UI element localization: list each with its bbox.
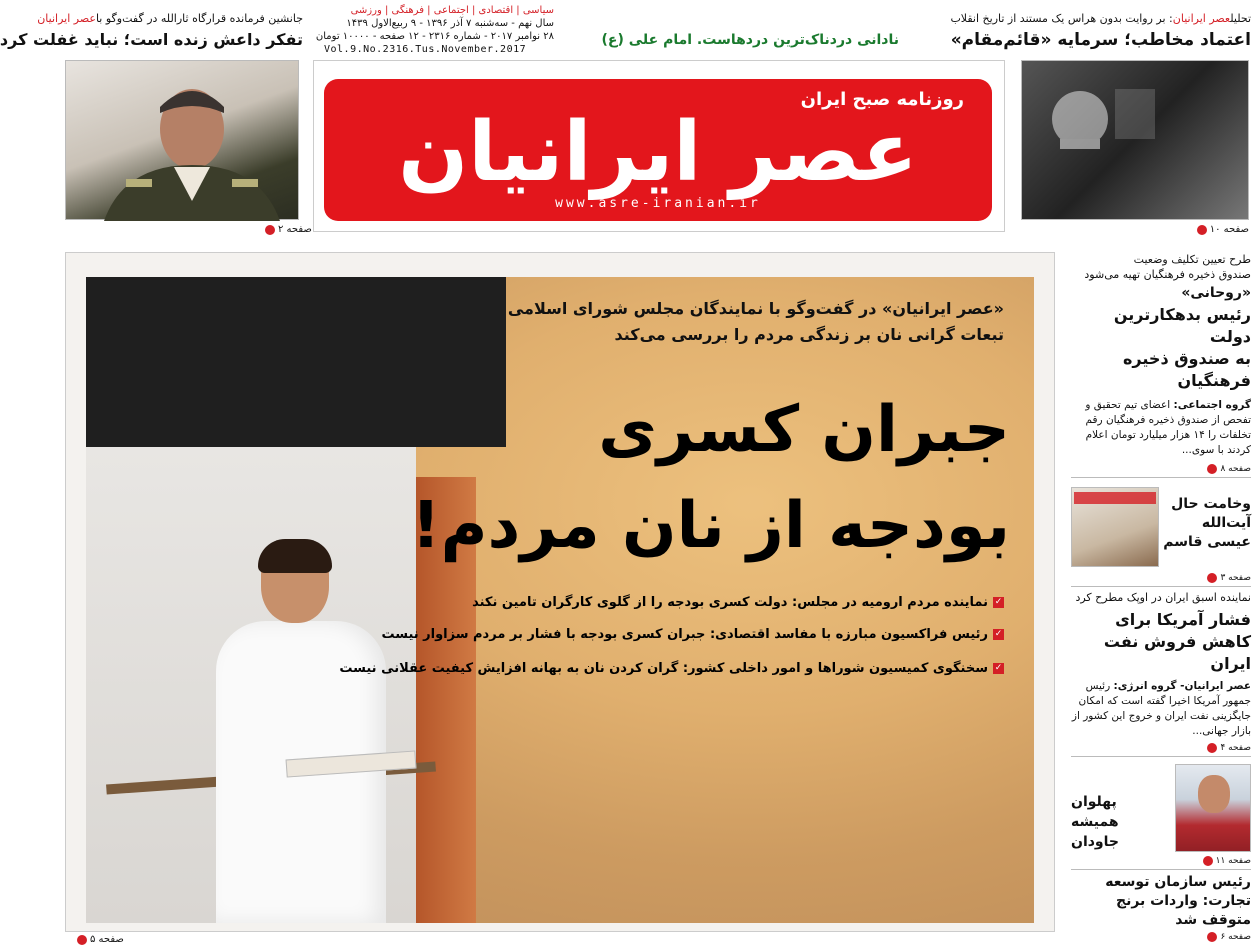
oven-hood	[86, 277, 506, 447]
photo-overlay-decoration	[1040, 79, 1160, 155]
story1-body-lead: گروه اجتماعی:	[1173, 399, 1251, 411]
story5-head1: رئیس سازمان توسعه	[1105, 874, 1251, 890]
top-right-kicker-prefix: تحلیل	[1230, 12, 1251, 25]
story2-head1: وخامت حال	[1171, 496, 1251, 512]
story1-body	[1071, 398, 1251, 458]
issue-date-gregorian: ۲۸ نوامبر ۲۰۱۷ - شماره ۲۳۱۶ - ۱۲ صفحه - ۱۰۰۰۰ تومان	[315, 31, 554, 42]
feature-bullet	[339, 661, 1004, 676]
feature-kicker-2: تبعات گرانی نان بر زندگی مردم را بررسی می‌کند	[614, 325, 1004, 344]
story2-page-tag[interactable]	[1071, 573, 1251, 583]
feature-kicker-1: «عصر ایرانیان» در گفت‌وگو با نمایندگان مجلس شورای اسلامی	[507, 299, 1004, 318]
story1-sub1: طرح تعیین تکلیف وضعیت	[1133, 253, 1251, 266]
story5-head3: متوقف شد	[1175, 912, 1251, 928]
top-right-headline[interactable]: اعتماد مخاطب؛ سرمایه «قائم‌مقام»	[950, 30, 1251, 50]
feature-bullet-text: نماینده مردم ارومیه در مجلس: دولت کسری بودجه را از گلوی کارگران تامین نکند	[472, 595, 988, 610]
story5-page-tag[interactable]	[1071, 932, 1251, 942]
page-arrow-icon	[1207, 932, 1217, 942]
page-arrow-icon	[77, 935, 87, 945]
baker-figure	[216, 543, 406, 923]
page-arrow-icon	[265, 225, 275, 235]
top-right-page-label: صفحه ۱۰	[1209, 224, 1249, 235]
top-left-kicker-rest: جانشین فرمانده قرارگاه ثارالله در گفت‌وگو با	[95, 12, 303, 25]
story1-body-text: اعضای تیم تحقیق و تفحص از صندوق ذخیره فرهنگیان رقم تخلفات را ۱۴ هزار میلیارد تومان اعلام کردند با سوی...	[1085, 399, 1251, 456]
story3-head1: فشار آمریکا برای	[1115, 610, 1251, 629]
main-page-tag[interactable]	[77, 934, 124, 945]
top-right-kicker-rest: بر روایت بدون هراس یک مستند از تاریخ انقلاب	[950, 12, 1166, 25]
top-left-headline[interactable]: تفکر داعش زنده است؛ نباید غفلت کرد	[0, 30, 303, 49]
page-arrow-icon	[1197, 225, 1207, 235]
top-right-kicker: تحلیلعصر ایرانیان: بر روایت بدون هراس یک مستند از تاریخ انقلاب	[950, 12, 1251, 25]
top-left-kicker-source: عصر ایرانیان	[37, 12, 96, 25]
top-left-page-tag[interactable]	[265, 224, 312, 235]
page-arrow-icon	[1207, 573, 1217, 583]
top-left-photo[interactable]	[65, 60, 299, 220]
column-story-3[interactable]	[1071, 590, 1251, 753]
story2-photo	[1071, 487, 1159, 567]
check-icon: ✓	[994, 629, 1003, 639]
story2-page-label: صفحه ۳	[1220, 573, 1251, 583]
page-arrow-icon	[1207, 743, 1217, 753]
main-page-label: صفحه ۵	[90, 934, 124, 945]
portrait-illustration	[64, 61, 298, 221]
feature-bullet-text: رئیس فراکسیون مبارزه با مفاسد اقتصادی: جبران کسری بودجه با فشار بر مردم سزاوار نیست	[381, 627, 988, 642]
story3-page-label: صفحه ۴	[1220, 743, 1251, 753]
issue-date-persian: سال نهم - سه‌شنبه ۷ آذر ۱۳۹۶ - ۹ ربیع‌الاول ۱۴۳۹	[346, 18, 554, 29]
top-left-kicker	[37, 12, 303, 25]
story4-photo	[1175, 764, 1251, 852]
story2-head3: عیسی قاسم	[1163, 534, 1251, 550]
top-right-page-tag[interactable]	[1197, 224, 1249, 235]
page-arrow-icon	[1207, 464, 1217, 474]
column-story-4[interactable]	[1071, 760, 1251, 856]
feature-headline-1[interactable]: جبران کسری	[598, 393, 1010, 467]
story1-sub2: صندوق ذخیره فرهنگیان تهیه می‌شود	[1084, 268, 1251, 281]
story1-page-label: صفحه ۸	[1220, 464, 1251, 474]
story3-body	[1071, 679, 1251, 739]
story4-head1: پهلوان	[1071, 794, 1117, 810]
check-icon: ✓	[994, 597, 1003, 607]
daily-quote: نادانی دردناک‌ترین دردهاست. امام علی (ع)	[601, 32, 899, 48]
story2-head2: آیت‌الله	[1201, 515, 1251, 531]
column-story-2[interactable]	[1071, 481, 1251, 573]
feature-bullet	[381, 627, 1004, 642]
story5-page-label: صفحه ۶	[1220, 932, 1251, 942]
story3-sub: نماینده اسبق ایران در اوپک مطرح کرد	[1075, 591, 1251, 604]
page-arrow-icon	[1203, 856, 1213, 866]
column-story-5[interactable]	[1071, 873, 1251, 942]
main-feature	[65, 252, 1055, 932]
story3-page-tag[interactable]	[1071, 743, 1251, 753]
top-right-photo[interactable]	[1021, 60, 1249, 220]
masthead	[313, 60, 1005, 232]
feature-bullet-text: سخنگوی کمیسیون شوراها و امور داخلی کشور: گران کردن نان به بهانه افزایش کیفیت عقلانی نیست	[339, 661, 988, 676]
story1-quote: «روحانی»	[1181, 285, 1251, 301]
story1-head2: به صندوق ذخیره فرهنگیان	[1122, 349, 1251, 390]
masthead-banner	[324, 79, 992, 221]
right-column	[1071, 252, 1251, 942]
story1-head1: رئیس بدهکارترین دولت	[1113, 305, 1251, 346]
story4-page-tag[interactable]	[1071, 856, 1251, 866]
main-feature-photo[interactable]	[86, 277, 1034, 923]
masthead-title: عصر ایرانیان	[398, 105, 918, 200]
top-right-kicker-source: عصر ایرانیان	[1172, 12, 1231, 25]
column-story-1[interactable]	[1071, 252, 1251, 474]
masthead-subtitle: روزنامه صبح ایران	[800, 89, 964, 110]
story1-page-tag[interactable]	[1071, 464, 1251, 474]
section-list: سیاسی | اقتصادی | اجتماعی | فرهنگی | ورزشی	[350, 5, 554, 16]
check-icon: ✓	[994, 663, 1003, 673]
feature-headline-2[interactable]: بودجه از نان مردم!	[411, 489, 1010, 563]
masthead-url[interactable]: www.asre-iranian.ir	[555, 196, 761, 211]
story3-head2: کاهش فروش نفت ایران	[1103, 632, 1251, 673]
issue-volume-english: Vol.9.No.2316.Tus.November.2017	[324, 44, 527, 55]
story4-page-label: صفحه ۱۱	[1215, 856, 1251, 866]
story3-body-text: رئیس جمهور آمریکا اخیرا گفته است که امکان جایگزینی نفت ایران و خروج این کشور از بازار جهانی...	[1071, 680, 1251, 737]
story3-body-lead: عصر ایرانیان- گروه انرژی:	[1113, 680, 1251, 692]
feature-bullet	[472, 595, 1004, 610]
top-left-page-label: صفحه ۲	[278, 224, 312, 235]
story5-head2: تجارت: واردات برنج	[1115, 893, 1251, 909]
story4-head2: همیشه جاودان	[1071, 814, 1119, 850]
